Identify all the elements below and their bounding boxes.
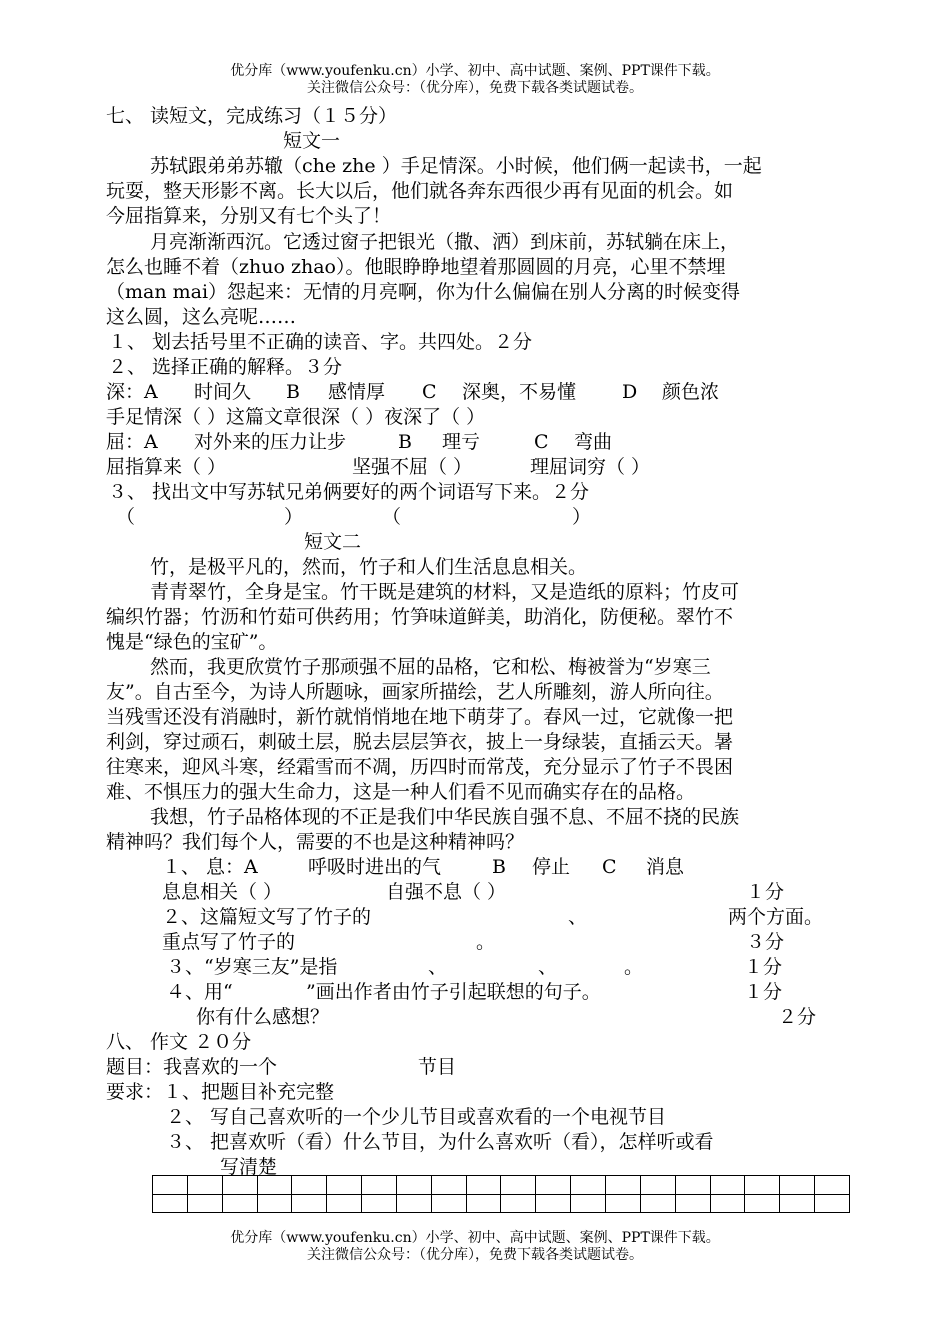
writing-grid: [152, 1175, 850, 1213]
option-label: B: [398, 431, 412, 453]
passage-2-line: 编织竹器；竹沥和竹茹可供药用；竹笋味道鲜美，助消化，防便秘。翠竹不: [106, 606, 734, 628]
requirement-1: 要求：１、把题目补充完整: [106, 1081, 335, 1103]
passage-1-line: 苏轼跟弟弟苏辙（che zhe ）手足情深。小时候，他们俩一起读书，一起: [150, 155, 762, 177]
q-text: 呼吸时进出的气: [308, 856, 442, 878]
shen-items: 手足情深（ ）这篇文章很深（ ）夜深了（ ）: [106, 406, 486, 428]
option-label: C: [422, 381, 437, 403]
grid-cell: [467, 1195, 502, 1213]
grid-cell: [397, 1195, 432, 1213]
passage-2-line: 我想，竹子品格体现的不正是我们中华民族自强不息、不屈不挠的民族: [150, 806, 740, 828]
option-text: 弯曲: [574, 431, 613, 453]
q-text: 两个方面。: [728, 906, 824, 928]
grid-cell: [711, 1176, 746, 1194]
section-7-title: 七、 读短文，完成练习（１５分）: [106, 105, 398, 127]
grid-cell: [780, 1195, 815, 1213]
passage-2-line: 难、不惧压力的强大生命力，这是一种人们看不见而确实存在的品格。: [106, 781, 696, 803]
grid-cell: [362, 1195, 397, 1213]
blank-close: ）: [572, 506, 592, 528]
qu-item: 屈指算来（ ）: [106, 456, 227, 478]
question-2: ２、 选择正确的解释。３分: [108, 356, 343, 378]
blank-open: （: [382, 506, 402, 528]
passage-1-line: 今屈指算来，分别又有七个头了！: [106, 205, 392, 227]
option-text: 深奥，不易懂: [462, 381, 577, 403]
header-line-2: 关注微信公众号：（优分库），免费下载各类试题试卷。: [307, 80, 643, 96]
grid-cell: [641, 1195, 676, 1213]
q-text: 停止: [532, 856, 571, 878]
option-label: D: [622, 381, 638, 403]
requirement-3: ３、 把喜欢听（看）什么节目，为什么喜欢听（看），怎样听或看: [166, 1131, 714, 1153]
option-label: B: [286, 381, 300, 403]
q-text: 。: [624, 956, 644, 978]
requirement-2: ２、 写自己喜欢听的一个少儿节目或喜欢看的一个电视节目: [166, 1106, 667, 1128]
topic-text: 节目: [418, 1056, 457, 1078]
passage-1-line: 月亮渐渐西沉。它透过窗子把银光（撒、洒）到床前，苏轼躺在床上，: [150, 231, 740, 253]
grid-cell: [676, 1195, 711, 1213]
grid-cell: [432, 1176, 467, 1194]
option-label: 屈：A: [106, 431, 158, 453]
passage-1-line: 怎么也睡不着（zhuo zhao）。他眼睁睁地望着那圆圆的月亮，心里不禁埋: [106, 256, 726, 278]
grid-cell: [153, 1176, 188, 1194]
q-text: 消息: [646, 856, 685, 878]
passage-1-line: 这么圆，这么亮呢……: [106, 306, 297, 328]
question-3: ３、 找出文中写苏轼兄弟俩要好的两个词语写下来。２分: [108, 481, 590, 503]
grid-cell: [223, 1195, 258, 1213]
grid-cell: [292, 1176, 327, 1194]
q-score: １分: [744, 981, 783, 1003]
option-text: 颜色浓: [662, 381, 720, 403]
grid-cell: [815, 1176, 849, 1194]
passage-2-line: 利剑，穿过顽石，刺破土层，脱去层层笋衣，披上一身绿装，直插云天。暑: [106, 731, 734, 753]
question-3-blanks: [106, 505, 806, 530]
grid-cell: [571, 1176, 606, 1194]
q-text: 、: [428, 956, 448, 978]
q-text: B: [492, 856, 506, 878]
grid-cell: [711, 1195, 746, 1213]
p2-question-2b: [162, 930, 802, 955]
p2-question-3: [166, 955, 806, 980]
shen-options: [106, 380, 806, 405]
q-text: 、: [538, 956, 558, 978]
grid-cell: [362, 1176, 397, 1194]
q-item: 息息相关（ ）: [162, 881, 283, 903]
passage-2-line: 愧是“绿色的宝矿”。: [106, 631, 278, 653]
grid-cell: [258, 1195, 293, 1213]
option-label: C: [534, 431, 549, 453]
topic-text: 题目：我喜欢的一个: [106, 1056, 278, 1078]
q-text: ”画出作者由竹子引起联想的句子。: [306, 981, 601, 1003]
grid-cell: [292, 1195, 327, 1213]
grid-cell: [501, 1195, 536, 1213]
passage-2-line: 当残雪还没有消融时，新竹就悄悄地在地下萌芽了。春风一过，它就像一把: [106, 706, 734, 728]
qu-items: [106, 455, 806, 480]
grid-cell: [536, 1176, 571, 1194]
footer-line-2: 关注微信公众号：（优分库），免费下载各类试题试卷。: [307, 1247, 643, 1263]
section-8-title: 八、 作文 ２０分: [106, 1031, 252, 1053]
grid-cell: [327, 1195, 362, 1213]
grid-cell: [745, 1176, 780, 1194]
q-text: 重点写了竹子的: [162, 931, 296, 953]
option-label: 深：A: [106, 381, 158, 403]
grid-cell: [432, 1195, 467, 1213]
grid-cell: [467, 1176, 502, 1194]
q-text: 你有什么感想？: [196, 1006, 330, 1028]
passage-1-line: （man mai）怨起来：无情的月亮啊，你为什么偏偏在别人分离的时候变得: [106, 281, 741, 303]
p2-question-2: [162, 905, 842, 930]
grid-cell: [397, 1176, 432, 1194]
option-text: 时间久: [194, 381, 252, 403]
grid-cell: [606, 1176, 641, 1194]
q-text: ３、“岁寒三友”是指: [166, 956, 338, 978]
p2-question-1: [162, 855, 722, 880]
footer-line-1: 优分库（www.youfenku.cn）小学、初中、高中试题、案例、PPT课件下载。: [230, 1230, 720, 1246]
grid-cell: [815, 1195, 849, 1213]
grid-cell: [223, 1176, 258, 1194]
grid-cell: [676, 1176, 711, 1194]
grid-cell: [188, 1176, 223, 1194]
passage-2-title: 短文二: [304, 531, 362, 553]
passage-2-line: 往寒来，迎风斗寒，经霜雪而不凋，历四时而常茂，充分显示了竹子不畏困: [106, 756, 734, 778]
grid-cell: [327, 1176, 362, 1194]
q-text: ２、这篇短文写了竹子的: [162, 906, 372, 928]
question-1: １、 划去括号里不正确的读音、字。共四处。２分: [108, 331, 533, 353]
option-text: 理亏: [442, 431, 481, 453]
grid-cell: [501, 1176, 536, 1194]
p2-question-5: [196, 1005, 836, 1030]
qu-item: 坚强不屈（ ）: [352, 456, 473, 478]
grid-cell: [606, 1195, 641, 1213]
q-score: １分: [744, 956, 783, 978]
q-text: 。: [476, 931, 496, 953]
passage-2-line: 精神吗？我们每个人，需要的不也是这种精神吗？: [106, 831, 525, 853]
grid-cell: [780, 1176, 815, 1194]
passage-2-line: 竹，是极平凡的，然而，竹子和人们生活息息相关。: [150, 556, 588, 578]
essay-topic: [106, 1055, 606, 1080]
grid-cell: [745, 1195, 780, 1213]
blank-open: （: [116, 506, 136, 528]
option-text: 感情厚: [328, 381, 386, 403]
requirement-3-cont: 写清楚: [220, 1156, 278, 1178]
q-item: 自强不息（ ）: [386, 881, 507, 903]
q-text: ４、用“: [166, 981, 233, 1003]
grid-cell: [258, 1176, 293, 1194]
qu-item: 理屈词穷（ ）: [530, 456, 651, 478]
q-score: ３分: [746, 931, 785, 953]
passage-2-line: 青青翠竹，全身是宝。竹干既是建筑的材料，又是造纸的原料；竹皮可: [150, 581, 740, 603]
q-text: １、 息：A: [162, 856, 258, 878]
grid-row: [153, 1194, 849, 1213]
grid-cell: [153, 1195, 188, 1213]
qu-options: [106, 430, 806, 455]
p2-question-1-items: [162, 880, 802, 905]
grid-cell: [641, 1176, 676, 1194]
passage-2-line: 然而，我更欣赏竹子那顽强不屈的品格，它和松、梅被誉为“岁寒三: [150, 656, 711, 678]
grid-cell: [571, 1195, 606, 1213]
q-text: 、: [568, 906, 588, 928]
p2-question-4: [166, 980, 806, 1005]
grid-cell: [536, 1195, 571, 1213]
grid-row: [153, 1176, 849, 1194]
grid-cell: [188, 1195, 223, 1213]
passage-2-line: 友”。自古至今，为诗人所题咏，画家所描绘，艺人所雕刻，游人所向往。: [106, 681, 724, 703]
q-score: １分: [746, 881, 785, 903]
header-line-1: 优分库（www.youfenku.cn）小学、初中、高中试题、案例、PPT课件下载。: [230, 63, 720, 79]
option-text: 对外来的压力让步: [194, 431, 347, 453]
blank-close: ）: [284, 506, 304, 528]
passage-1-title: 短文一: [283, 130, 341, 152]
q-score: ２分: [778, 1006, 817, 1028]
q-text: C: [602, 856, 617, 878]
passage-1-line: 玩耍，整天形影不离。长大以后，他们就各奔东西很少再有见面的机会。如: [106, 180, 734, 202]
